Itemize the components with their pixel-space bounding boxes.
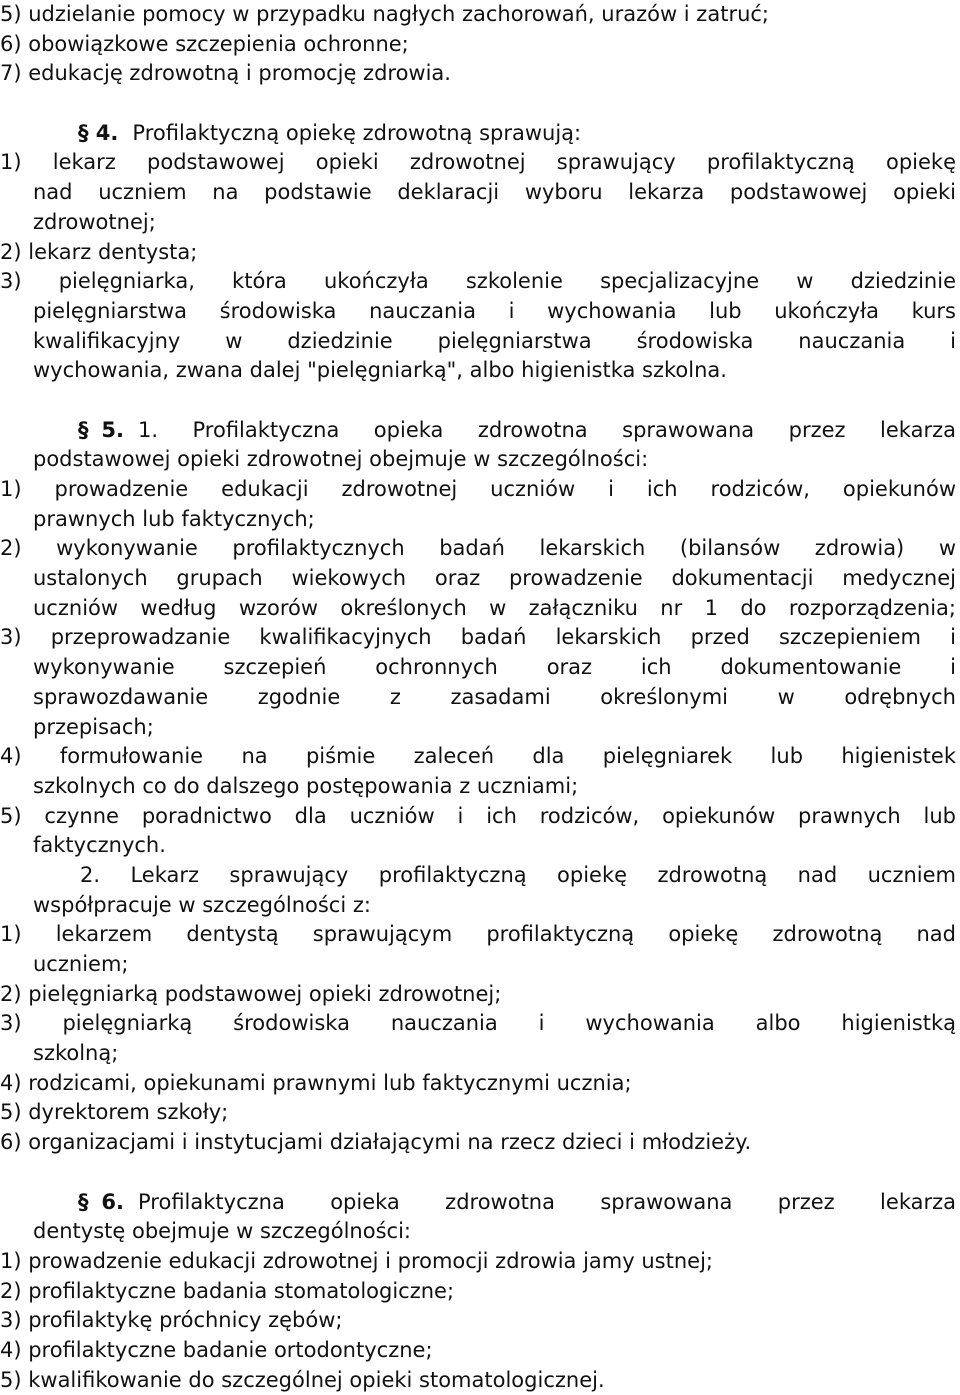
text-line [0, 891, 956, 921]
text-line [0, 594, 956, 624]
line-text: 4) profilaktyczne badanie ortodontyczne; [0, 1337, 433, 1362]
line-text: 6) organizacjami i instytucjami działającymi na rzecz dzieci i młodzieży. [0, 1130, 752, 1155]
blank-line [0, 1158, 956, 1188]
text-line [0, 1247, 956, 1277]
text-line [0, 653, 956, 683]
line-text: 2) profilaktyczne badania stomatologiczne; [0, 1278, 455, 1303]
line-text: przepisach; [33, 714, 154, 739]
line-text: 5) kwalifikowanie do szczególnej opieki stomatologicznej. [0, 1367, 605, 1392]
line-text: Profilaktyczna opieka zdrowotna sprawowana przez lekarza [138, 1189, 956, 1214]
text-line [0, 267, 956, 297]
section-number: § 5. [78, 417, 124, 442]
blank-line [0, 89, 956, 119]
line-text: sprawozdawanie zgodnie z zasadami określonymi w odrębnych [33, 684, 956, 709]
line-text: 3) przeprowadzanie kwalifikacyjnych badań lekarskich przed szczepieniem i [0, 625, 956, 650]
line-text: 4) rodzicami, opiekunami prawnymi lub faktycznymi ucznia; [0, 1070, 632, 1095]
text-line [0, 1366, 956, 1395]
line-text: 1) prowadzenie edukacji zdrowotnej i promocji zdrowia jamy ustnej; [0, 1248, 713, 1273]
text-line [0, 920, 956, 950]
text-line [0, 30, 956, 60]
text-line [0, 1277, 956, 1307]
line-text: nad uczniem na podstawie deklaracji wyboru lekarza podstawowej opieki [33, 180, 956, 205]
line-text: prawnych lub faktycznych; [33, 506, 315, 531]
section-heading-line [0, 119, 956, 149]
line-text: 2) wykonywanie profilaktycznych badań lekarskich (bilansów zdrowia) w [0, 536, 956, 561]
text-line [0, 0, 956, 30]
section-heading-line [0, 416, 956, 446]
text-line [0, 1217, 956, 1247]
line-text: szkolną; [33, 1041, 119, 1066]
text-line [0, 178, 956, 208]
line-text: 3) pielęgniarka, która ukończyła szkolenie specjalizacyjne w dziedzinie [0, 269, 956, 294]
line-text: faktycznych. [33, 833, 166, 858]
text-line [0, 713, 956, 743]
line-text: kwalifikacyjny w dziedzinie pielęgniarstwa środowiska nauczania i [33, 328, 956, 353]
line-text: współpracuje w szczególności z: [33, 892, 371, 917]
line-text: zdrowotnej; [33, 209, 156, 234]
line-text: 7) edukację zdrowotną i promocję zdrowia. [0, 61, 451, 86]
line-text: dentystę obejmuje w szczególności: [33, 1219, 411, 1244]
text-line [0, 1009, 956, 1039]
line-text: szkolnych co do dalszego postępowania z uczniami; [33, 773, 579, 798]
line-text: 5) czynne poradnictwo dla uczniów i ich rodziców, opiekunów prawnych lub [0, 803, 956, 828]
line-text: ustalonych grupach wiekowych oraz prowadzenie dokumentacji medycznej [33, 566, 956, 591]
line-text: 3) profilaktykę próchnicy zębów; [0, 1308, 343, 1333]
text-line [0, 475, 956, 505]
line-text: wykonywanie szczepień ochronnych oraz ich dokumentowanie i [33, 655, 956, 680]
text-line [0, 327, 956, 357]
line-text: 1) lekarzem dentystą sprawującym profilaktyczną opiekę zdrowotną nad [0, 922, 956, 947]
line-text: pielęgniarstwa środowiska nauczania i wychowania lub ukończyła kurs [33, 298, 956, 323]
line-text: 1. Profilaktyczna opieka zdrowotna sprawowana przez lekarza [138, 417, 956, 442]
text-line [0, 772, 956, 802]
text-line [0, 1039, 956, 1069]
section-heading-line [0, 1188, 956, 1218]
text-line [0, 1306, 956, 1336]
line-text: 2) lekarz dentysta; [0, 239, 198, 264]
text-line [0, 831, 956, 861]
text-line [0, 564, 956, 594]
text-line [0, 59, 956, 89]
text-line [0, 1128, 956, 1158]
text-line [0, 148, 956, 178]
text-line [0, 950, 956, 980]
line-text: 3) pielęgniarką środowiska nauczania i wychowania albo higienistką [0, 1011, 956, 1036]
line-text: Profilaktyczną opiekę zdrowotną sprawują: [132, 120, 582, 145]
line-text: 5) udzielanie pomocy w przypadku nagłych zachorowań, urazów i zatruć; [0, 2, 770, 26]
section-number: § 4. [78, 120, 119, 145]
text-line [0, 1336, 956, 1366]
line-text: podstawowej opieki zdrowotnej obejmuje w szczególności: [33, 447, 649, 472]
text-line [0, 861, 956, 891]
line-text: 2. Lekarz sprawujący profilaktyczną opiekę zdrowotną nad uczniem [80, 862, 956, 887]
line-text: 5) dyrektorem szkoły; [0, 1100, 229, 1125]
line-text: 1) prowadzenie edukacji zdrowotnej uczniów i ich rodziców, opiekunów [0, 477, 956, 501]
line-text: 2) pielęgniarką podstawowej opieki zdrowotnej; [0, 981, 502, 1006]
text-line [0, 1098, 956, 1128]
line-text: uczniem; [33, 952, 129, 976]
text-line [0, 208, 956, 238]
line-text: 1) lekarz podstawowej opieki zdrowotnej sprawujący profilaktyczną opiekę [0, 150, 956, 175]
text-line [0, 445, 956, 475]
text-line [0, 742, 956, 772]
line-text: 6) obowiązkowe szczepienia ochronne; [0, 31, 409, 56]
text-line [0, 1069, 956, 1099]
line-text: wychowania, zwana dalej "pielęgniarką", albo higienistka szkolna. [33, 358, 727, 383]
line-text: 4) formułowanie na piśmie zaleceń dla pielęgniarek lub higienistek [0, 744, 956, 769]
section-number: § 6. [78, 1189, 124, 1214]
text-line [0, 534, 956, 564]
text-line [0, 683, 956, 713]
text-line [0, 980, 956, 1010]
text-line [0, 623, 956, 653]
text-line [0, 356, 956, 386]
text-line [0, 297, 956, 327]
line-text: uczniów według wzorów określonych w załączniku nr 1 do rozporządzenia; [33, 595, 956, 620]
text-line [0, 505, 956, 535]
text-line [0, 802, 956, 832]
blank-line [0, 386, 956, 416]
text-line [0, 238, 956, 268]
